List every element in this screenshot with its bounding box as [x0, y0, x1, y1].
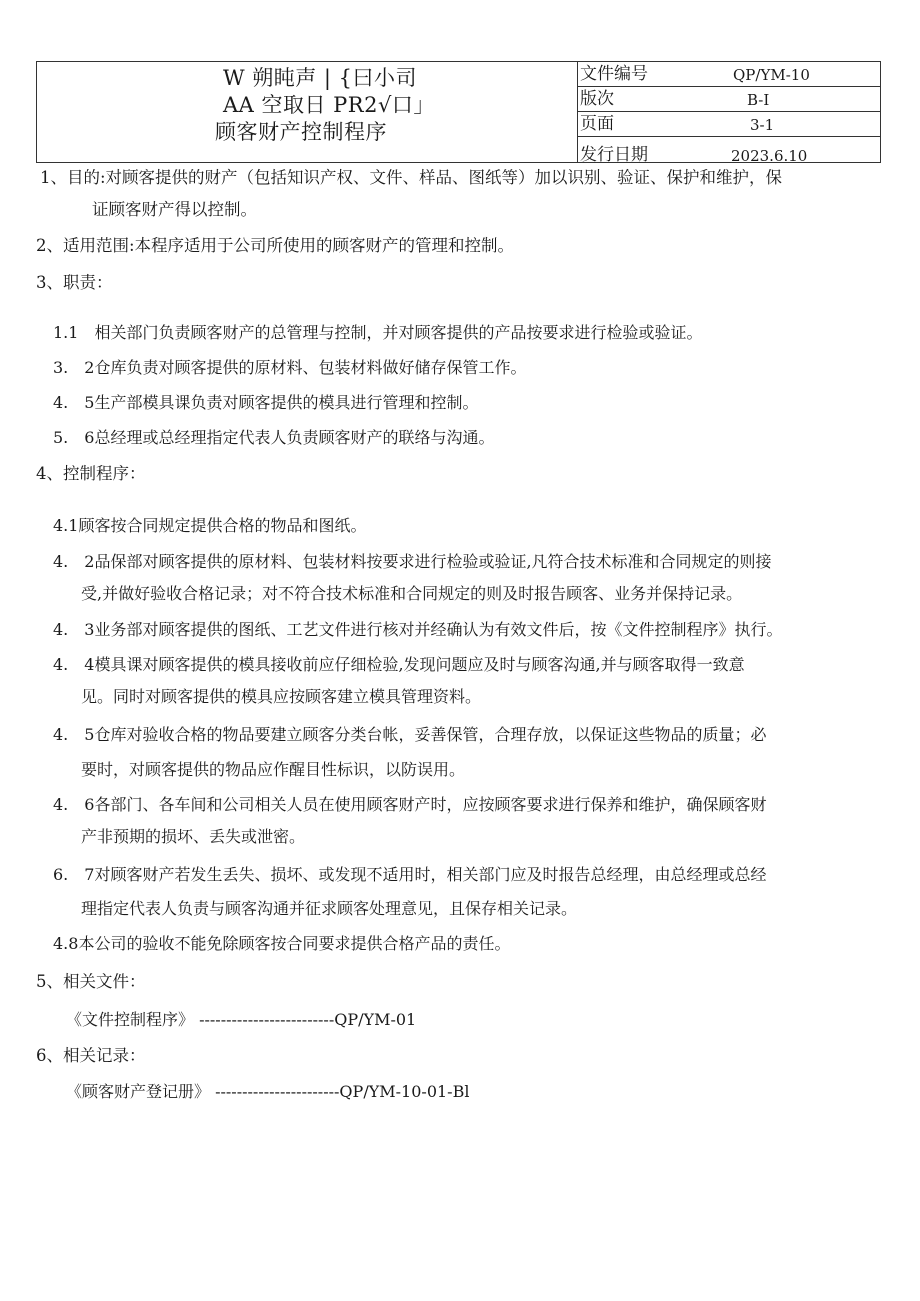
- meta-value: B-I: [747, 91, 770, 109]
- responsibility-item: 4. 5生产部模具课负责对顾客提供的模具进行管理和控制。: [53, 393, 479, 412]
- procedure-item-4-8: 4.8本公司的验收不能免除顾客按合同要求提供合格产品的责任。: [53, 934, 511, 953]
- procedure-item-4-7-cont: 理指定代表人负责与顾客沟通并征求顾客处理意见，且保存相关记录。: [81, 899, 578, 918]
- meta-value: 2023.6.10: [731, 147, 808, 165]
- section-2-scope: 2、适用范围:本程序适用于公司所使用的顾客财产的管理和控制。: [36, 236, 515, 255]
- meta-label: 版次: [580, 89, 614, 109]
- meta-row-page: [578, 112, 880, 137]
- section-6-title: 6、相关记录：: [36, 1046, 146, 1065]
- procedure-item-4-5: 4. 5仓库对验收合格的物品要建立顾客分类台帐，妥善保管，合理存放，以保证这些物品的质量；必: [53, 725, 767, 744]
- procedure-item-4-1: 4.1顾客按合同规定提供合格的物品和图纸。: [53, 516, 367, 535]
- company-name-line1: W 朔盹声 | {曰小司: [223, 66, 418, 90]
- section-4-title: 4、控制程序：: [36, 464, 146, 483]
- meta-value: QP/YM-10: [733, 66, 810, 84]
- procedure-item-4-2: 4. 2品保部对顾客提供的原材料、包装材料按要求进行检验或验证,凡符合技术标准和合同规定的则接: [53, 552, 772, 571]
- procedure-item-4-4-cont: 见。同时对顾客提供的模具应按顾客建立模具管理资料。: [81, 687, 482, 706]
- section-1-purpose: 1、目的:对顾客提供的财产（包括知识产权、文件、样品、图纸等）加以识别、验证、保护和维护，保: [40, 168, 783, 187]
- document-title: 顾客财产控制程序: [215, 120, 387, 144]
- procedure-item-4-2-cont: 受,并做好验收合格记录；对不符合技术标准和合同规定的则及时报告顾客、业务并保持记录。: [81, 584, 743, 603]
- related-record-item: 《顾客财产登记册》 -----------------------QP/YM-10-01-Bl: [66, 1082, 470, 1101]
- responsibility-item: 3. 2仓库负责对顾客提供的原材料、包装材料做好储存保管工作。: [53, 358, 527, 377]
- procedure-item-4-6: 4. 6各部门、各车间和公司相关人员在使用顾客财产时，应按顾客要求进行保养和维护，确保顾客财: [53, 795, 767, 814]
- meta-row-doc-number: [578, 62, 880, 87]
- meta-value: 3-1: [750, 116, 775, 134]
- header-title-cell: [37, 62, 578, 162]
- company-name-line2: AA 空取日 PR2√口」: [223, 93, 435, 117]
- procedure-item-4-7: 6. 7对顾客财产若发生丢失、损坏、或发现不适用时，相关部门应及时报告总经理，由总经理或总经: [53, 865, 767, 884]
- meta-label: 页面: [580, 114, 614, 134]
- meta-row-version: [578, 87, 880, 112]
- header-table: [36, 61, 881, 163]
- related-document-item: 《文件控制程序》 -------------------------QP/YM-01: [66, 1010, 417, 1029]
- meta-label: 发行日期: [580, 145, 648, 165]
- section-1-purpose-cont: 证顾客财产得以控制。: [92, 200, 257, 219]
- section-5-title: 5、相关文件：: [36, 972, 146, 991]
- responsibility-item: 5. 6总经理或总经理指定代表人负责顾客财产的联络与沟通。: [53, 428, 495, 447]
- meta-label: 文件编号: [580, 64, 648, 84]
- responsibility-item: 1.1 相关部门负责顾客财产的总管理与控制，并对顾客提供的产品按要求进行检验或验证。: [53, 323, 703, 342]
- procedure-item-4-6-cont: 产非预期的损坏、丢失或泄密。: [81, 827, 306, 846]
- procedure-item-4-5-cont: 要时，对顾客提供的物品应作醒目性标识，以防误用。: [81, 760, 466, 779]
- section-3-title: 3、职责：: [36, 273, 113, 292]
- meta-row-issue-date: [578, 137, 880, 165]
- procedure-item-4-4: 4. 4模具课对顾客提供的模具接收前应仔细检验,发现问题应及时与顾客沟通,并与顾客取得一致意: [53, 655, 745, 674]
- procedure-item-4-3: 4. 3业务部对顾客提供的图纸、工艺文件进行核对并经确认为有效文件后，按《文件控制程序》执行。: [53, 620, 783, 639]
